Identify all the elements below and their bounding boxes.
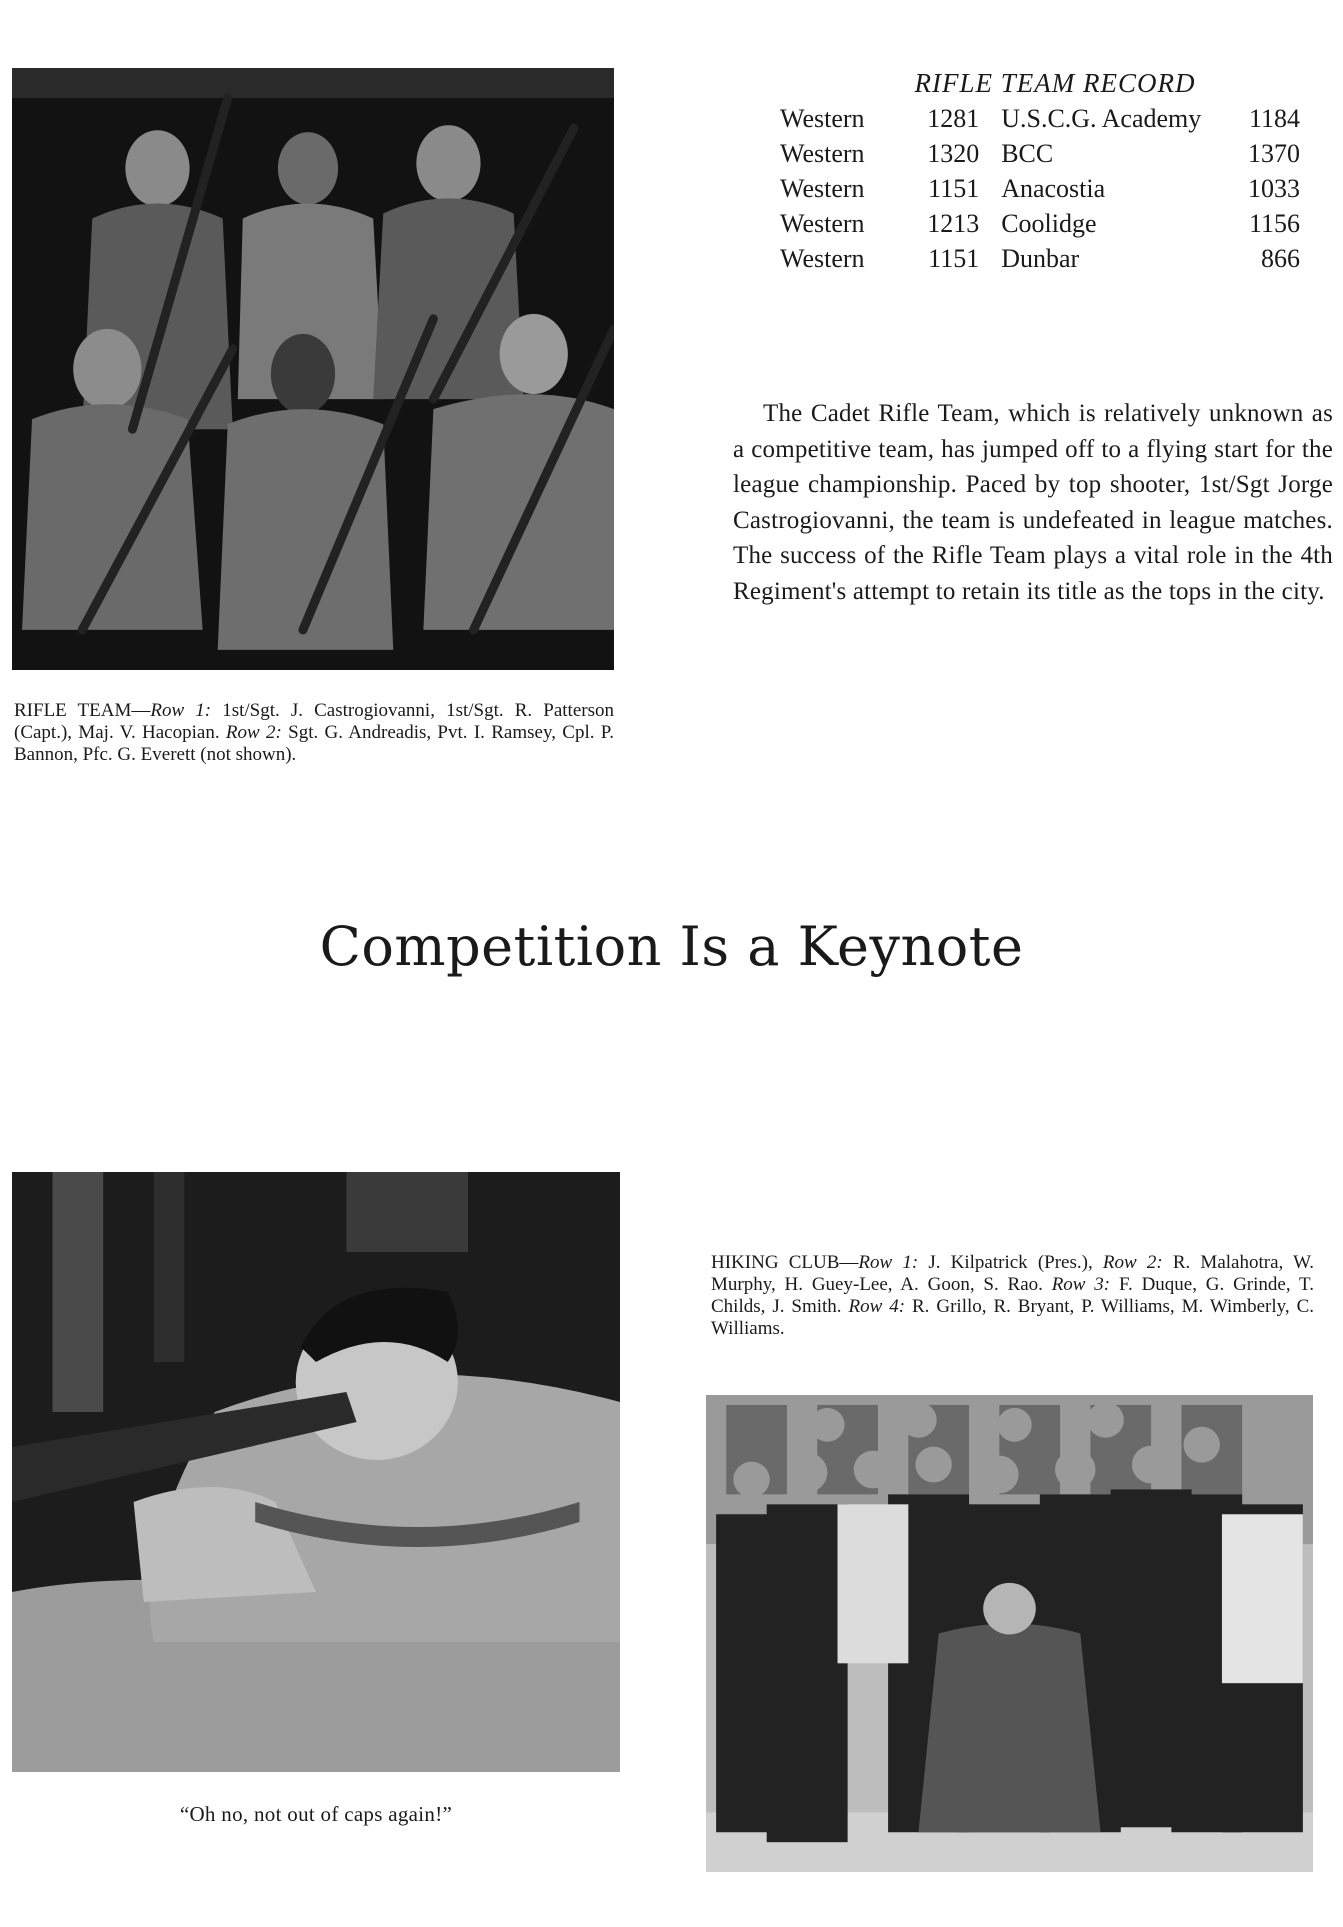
record-opponent-score: 1370 [1248,139,1301,168]
record-score: 1320 [927,139,980,168]
record-score: 1151 [928,244,980,273]
record-opponent-score: 1156 [1248,209,1301,238]
record-team: Western [780,139,865,168]
caption-lead: HIKING CLUB— [711,1252,859,1273]
caption-names: Sgt. G. Andreadis, Pvt. I. Ramsey, Cpl. P. Bannon, Pfc. G. Everett (not shown). [14,722,615,765]
record-opponent: Dunbar [1001,244,1080,273]
caption-row-label: Row 2: [225,722,282,743]
record-team: Western [780,174,865,203]
caption-row-label: Row 2: [1102,1252,1163,1273]
caption-names: F. Duque, G. Grinde, T. Childs, J. Smith. [711,1274,1315,1317]
caption-row-label: Row 1: [150,700,212,721]
caption-lead: RIFLE TEAM— [14,700,151,721]
rifle-team-record [780,68,1300,276]
record-row [780,101,1300,136]
shooter-photo [12,1172,620,1772]
caption-names: 1st/Sgt. J. Castrogiovanni, 1st/Sgt. R. Patterson (Capt.), Maj. V. Hacopian. [14,700,614,743]
caption-names: R. Grillo, R. Bryant, P. Williams, M. Wimberly, C. Williams. [711,1296,1315,1339]
record-opponent: Coolidge [1001,209,1097,238]
record-score: 1151 [928,174,980,203]
record-row [780,241,1300,276]
caption-names: J. Kilpatrick (Pres.), [918,1252,1103,1273]
record-score: 1213 [927,209,980,238]
caption-names: R. Malahotra, W. Murphy, H. Guey-Lee, A. Goon, S. Rao. [711,1252,1315,1295]
caption-row-label: Row 3: [1051,1274,1111,1295]
record-opponent: U.S.C.G. Academy [1001,104,1202,133]
page-headline: Competition Is a Keynote [319,915,1024,978]
hiking-club-caption [711,1252,1314,1340]
record-score: 1281 [927,104,980,133]
record-title: RIFLE TEAM RECORD [914,68,1196,98]
record-opponent-score: 1184 [1248,104,1301,133]
rifle-team-photo [12,68,614,670]
hiking-club-photo [706,1395,1313,1872]
record-team: Western [780,104,865,133]
rifle-team-caption [14,700,614,766]
record-team: Western [780,244,865,273]
record-opponent-score: 866 [1261,244,1301,273]
record-row [780,206,1300,241]
caption-row-label: Row 1: [858,1252,919,1273]
record-row [780,171,1300,206]
record-opponent: BCC [1001,139,1054,168]
record-team: Western [780,209,865,238]
caption-row-label: Row 4: [848,1296,906,1317]
record-opponent: Anacostia [1001,174,1106,203]
article-paragraph: The Cadet Rifle Team, which is relatively unknown as a competitive team, has jumped off to a flying start for the league championship. Paced by top shooter, 1st/Sgt Jorge Castrogiovanni, the team is undefeated in league matches. The success of the Rifle Team plays a vital role in the 4th Regiment's attempt to retain its title as the tops in the city. [733,400,1333,605]
record-row [780,136,1300,171]
record-opponent-score: 1033 [1248,174,1301,203]
shooter-photo-caption: “Oh no, not out of caps again!” [179,1802,453,1826]
